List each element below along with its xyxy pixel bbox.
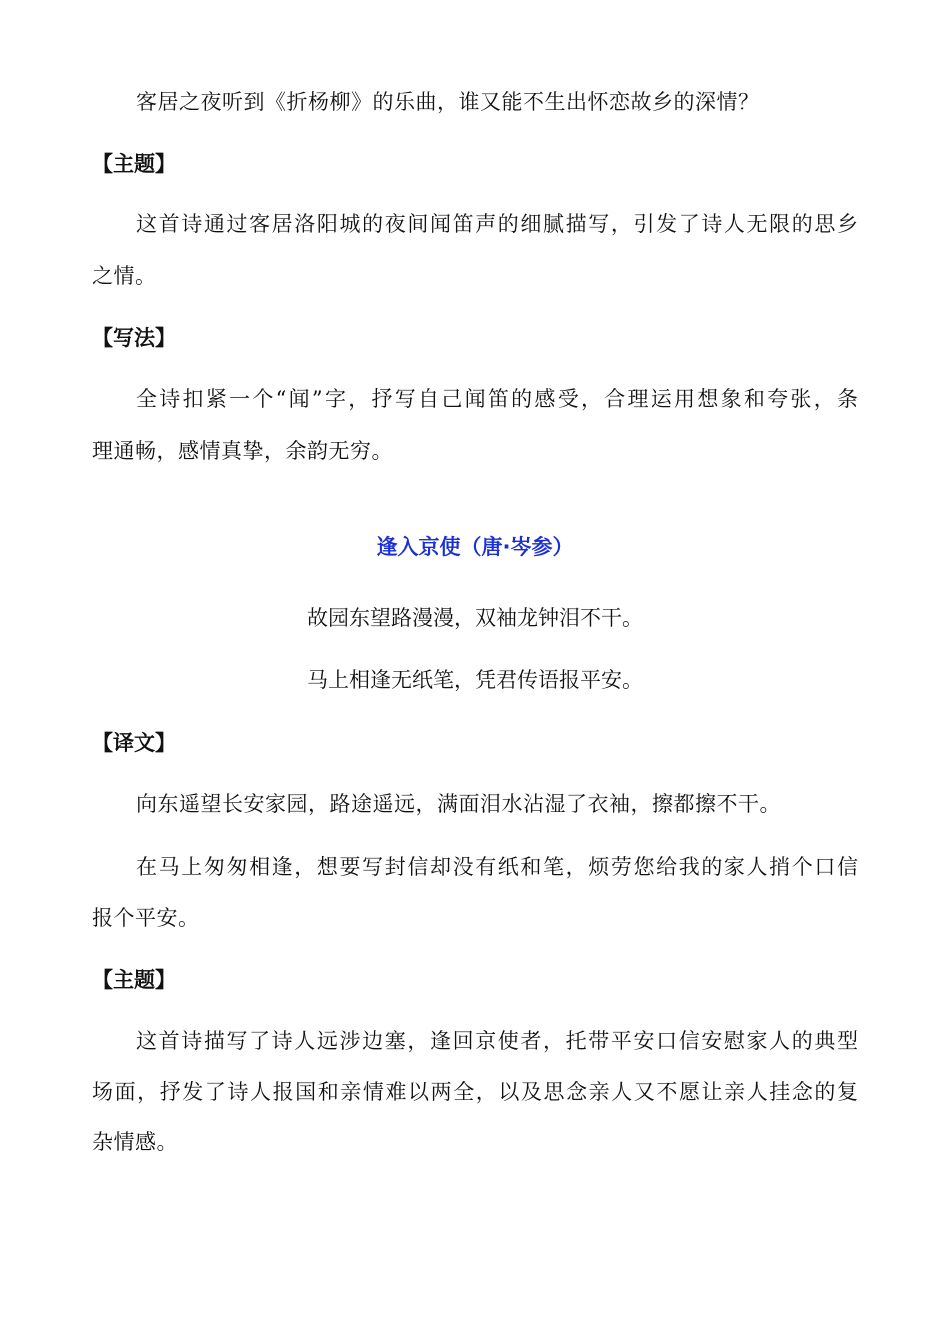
translation-paragraph-2-line-1: 在马上匆匆相逢，想要写封信却没有纸和笔，烦劳您给我的家人捎个口信 bbox=[136, 855, 858, 879]
poem-line-1: 故园东望路漫漫，双袖龙钟泪不干。 bbox=[307, 606, 643, 630]
translation-heading: 【译文】 bbox=[92, 731, 176, 755]
theme-line-1: 这首诗描写了诗人远涉边塞，逢回京使者，托带平安口信安慰家人的典型 bbox=[136, 1029, 858, 1053]
theme-heading: 【主题】 bbox=[92, 968, 176, 992]
theme-line-2: 场面，抒发了诗人报国和亲情难以两全，以及思念亲人又不愿让亲人挂念的复 bbox=[92, 1080, 858, 1104]
poem-line-2: 马上相逢无纸笔，凭君传语报平安。 bbox=[307, 668, 643, 692]
technique-line-1: 全诗扣紧一个“闻”字，抒写自己闻笛的感受，合理运用想象和夸张，条 bbox=[136, 387, 858, 411]
theme-line-3: 杂情感。 bbox=[92, 1130, 178, 1154]
previous-theme-heading: 【主题】 bbox=[92, 152, 176, 176]
previous-theme-line-2: 之情。 bbox=[92, 264, 157, 288]
translation-paragraph-1: 向东遥望长安家园，路途遥远，满面泪水沾湿了衣袖，擦都擦不干。 bbox=[136, 792, 781, 816]
technique-heading: 【写法】 bbox=[92, 326, 176, 350]
previous-poem-closing-line: 客居之夜听到《折杨柳》的乐曲，谁又能不生出怀恋故乡的深情？ bbox=[136, 90, 760, 114]
technique-line-2: 理通畅，感情真挚，余韵无穷。 bbox=[92, 439, 393, 463]
translation-paragraph-2-line-2: 报个平安。 bbox=[92, 906, 200, 930]
poem-title: 逢入京使（唐·岑参） bbox=[376, 535, 574, 559]
previous-theme-line-1: 这首诗通过客居洛阳城的夜间闻笛声的细腻描写，引发了诗人无限的思乡 bbox=[136, 212, 858, 236]
